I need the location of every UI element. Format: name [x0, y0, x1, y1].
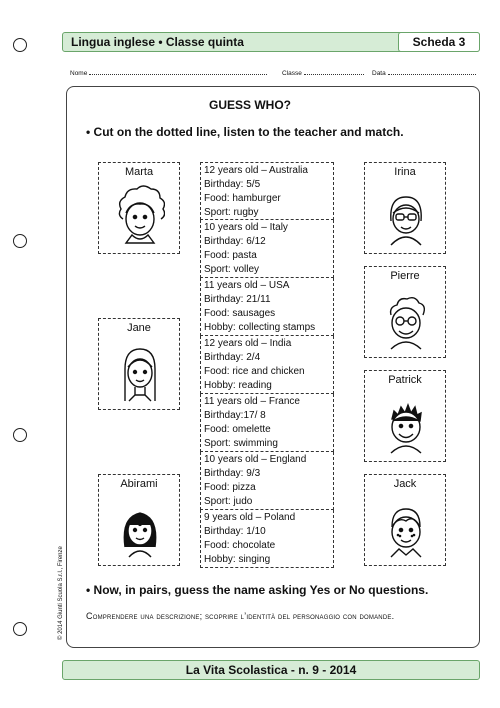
date-label: Data: [372, 70, 386, 77]
boy-freckles-icon: [381, 497, 431, 559]
card-abirami[interactable]: [98, 474, 180, 566]
binder-hole: [13, 234, 27, 248]
description-card[interactable]: 10 years old – Italy Birthday: 6/12 Food: pasta Sport: volley: [200, 220, 334, 278]
learning-objective: Comprendere una descrizione; scoprire l’identità del personaggio con domande.: [86, 611, 395, 621]
boy-curly-glasses-icon: [381, 289, 431, 351]
card-marta[interactable]: [98, 162, 180, 254]
header-bar: [62, 32, 480, 52]
description-card[interactable]: 11 years old – USA Birthday: 21/11 Food: sausages Hobby: collecting stamps: [200, 278, 334, 336]
copyright-notice: © 2014 Giunti Scuola S.r.l., Firenze: [58, 546, 64, 640]
class-field[interactable]: [282, 68, 364, 77]
description-column: [200, 162, 334, 568]
card-name: Abirami: [120, 478, 158, 490]
footer-bar: La Vita Scolastica - n. 9 - 2014: [62, 660, 480, 680]
instruction-match: • Cut on the dotted line, listen to the teacher and match.: [86, 125, 404, 139]
binder-hole: [13, 622, 27, 636]
card-jack[interactable]: [364, 474, 446, 566]
description-card[interactable]: 12 years old – Australia Birthday: 5/5 Food: hamburger Sport: rugby: [200, 162, 334, 220]
card-irina[interactable]: [364, 162, 446, 254]
description-card[interactable]: 12 years old – India Birthday: 2/4 Food: rice and chicken Hobby: reading: [200, 336, 334, 394]
binder-hole: [13, 428, 27, 442]
header-title: Lingua inglese • Classe quinta: [71, 35, 244, 49]
card-patrick[interactable]: [364, 370, 446, 462]
girl-face-icon: [115, 185, 165, 247]
class-label: Classe: [282, 70, 302, 77]
card-name: Jack: [393, 478, 417, 490]
scheda-label: Scheda 3: [398, 32, 480, 52]
binder-hole: [13, 38, 27, 52]
name-field[interactable]: [70, 68, 267, 77]
description-card[interactable]: 10 years old – England Birthday: 9/3 Food: pizza Sport: judo: [200, 452, 334, 510]
card-pierre[interactable]: [364, 266, 446, 358]
description-card[interactable]: 11 years old – France Birthday:17/ 8 Food: omelette Sport: swimming: [200, 394, 334, 452]
girl-glasses-icon: [381, 185, 431, 247]
girl-long-hair-icon: [115, 341, 165, 403]
card-name: Pierre: [390, 270, 420, 282]
card-name: Patrick: [388, 374, 422, 386]
card-name: Marta: [124, 166, 154, 178]
instruction-pairs: • Now, in pairs, guess the name asking Yes or No questions.: [86, 583, 429, 597]
worksheet-title: GUESS WHO?: [208, 98, 291, 112]
boy-spiky-hair-icon: [381, 393, 431, 455]
description-card[interactable]: 9 years old – Poland Birthday: 1/10 Food: chocolate Hobby: singing: [200, 510, 334, 568]
name-label: Nome: [70, 70, 88, 77]
date-field[interactable]: [372, 68, 476, 77]
card-name: Jane: [127, 322, 151, 334]
card-name: Irina: [394, 166, 416, 178]
girl-bindi-icon: [115, 497, 165, 559]
card-jane[interactable]: [98, 318, 180, 410]
